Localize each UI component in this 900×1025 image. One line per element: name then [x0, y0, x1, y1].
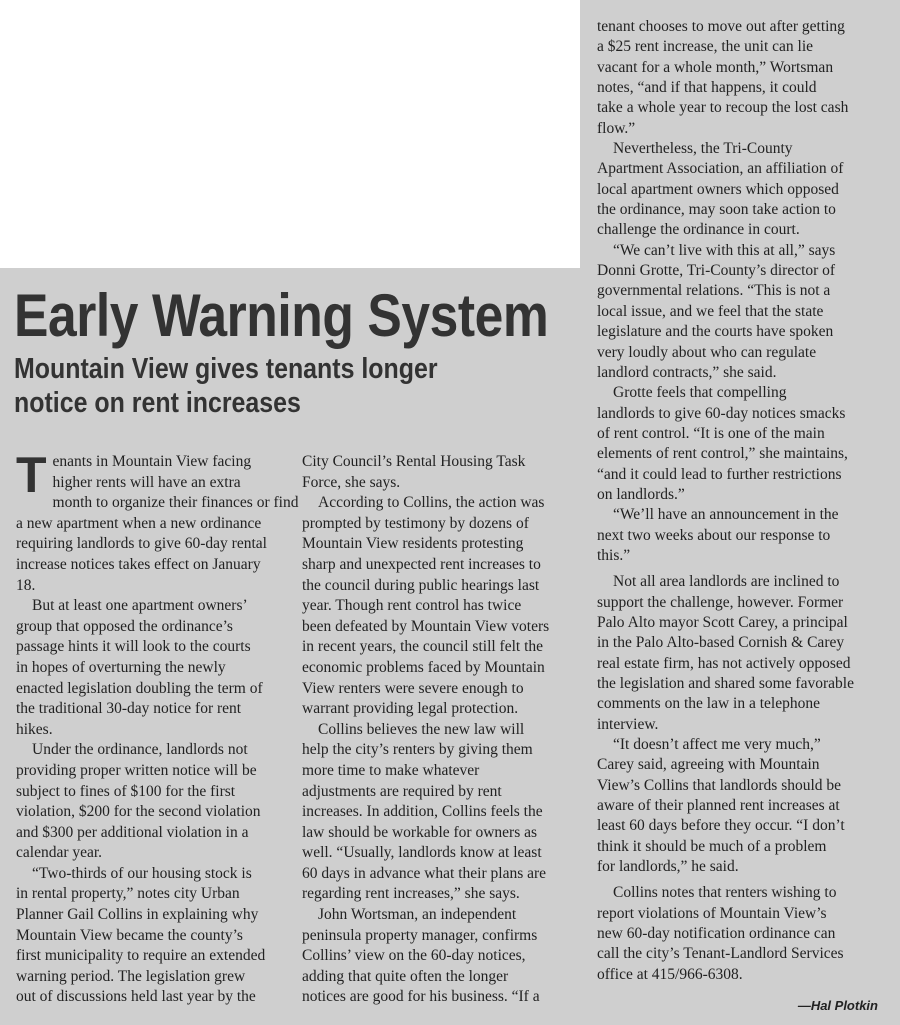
text-line: sharp and unexpected rent increases to	[302, 555, 541, 573]
text-line: View renters were severe enough to	[302, 679, 524, 697]
text-line: vacant for a whole month,” Wortsman	[597, 58, 834, 76]
text-line: for landlords,” he said.	[597, 858, 739, 876]
text-line: increases. In addition, Collins feels the	[302, 803, 543, 821]
text-line: regarding rent increases,” she says.	[302, 885, 520, 903]
text-line: support the challenge, however. Former	[597, 593, 844, 611]
byline: —Hal Plotkin	[797, 998, 878, 1013]
text-line: flow.”	[597, 119, 636, 137]
article-column-2	[302, 452, 567, 1008]
text-line: the council during public hearings last	[302, 576, 540, 594]
paragraph	[597, 139, 887, 241]
text-line: tenant chooses to move out after getting	[597, 18, 845, 35]
text-line: violation, $200 for the second violation	[16, 803, 261, 821]
text-line: elements of rent control,” she maintains,	[597, 445, 848, 463]
text-line: a $25 rent increase, the unit can lie	[597, 38, 814, 56]
text-line: peninsula property manager, confirms	[302, 926, 538, 944]
text-line: landlord contracts,” she said.	[597, 363, 777, 381]
text-line: City Council’s Rental Housing Task	[302, 453, 526, 470]
text-line: more time to make whatever	[302, 761, 480, 779]
text-line: in the Palo Alto-based Cornish & Carey	[597, 634, 845, 652]
text-line: been defeated by Mountain View voters	[302, 617, 550, 635]
text-line: enants in Mountain View facing	[52, 453, 252, 470]
text-line: Mountain View became the county’s	[16, 926, 243, 944]
text-line: call the city’s Tenant-Landlord Services	[597, 945, 844, 963]
text-line: challenge the ordinance in court.	[597, 221, 800, 239]
text-line: governmental relations. “This is not a	[597, 282, 831, 300]
text-line: Grotte feels that compelling	[613, 384, 787, 402]
text-line: on landlords.”	[597, 485, 685, 503]
paragraph	[597, 572, 887, 735]
text-line: Planner Gail Collins in explaining why	[16, 906, 259, 924]
text-line: Under the ordinance, landlords not	[32, 741, 248, 759]
text-line: first municipality to require an extended	[16, 947, 266, 965]
text-line: the legislation and shared some favorable	[597, 675, 854, 692]
text-line: in hopes of overturning the newly	[16, 658, 226, 676]
text-line: prompted by testimony by dozens of	[302, 514, 529, 532]
text-line: “Two-thirds of our housing stock is	[32, 864, 252, 882]
text-line: legislature and the courts have spoken	[597, 323, 834, 341]
text-line: local apartment owners which opposed	[597, 180, 839, 198]
text-line: Palo Alto mayor Scott Carey, a principal	[597, 613, 848, 631]
text-line: enacted legislation doubling the term of	[16, 679, 263, 697]
paragraph	[16, 864, 291, 1008]
text-line: office at 415/966-6308.	[597, 965, 743, 983]
text-line: adding that quite often the longer	[302, 967, 509, 985]
text-line: comments on the law in a telephone	[597, 695, 820, 713]
text-line: landlords to give 60-day notices smacks	[597, 404, 846, 422]
text-line: the ordinance, may soon take action to	[597, 201, 836, 219]
text-line: Carey said, agreeing with Mountain	[597, 756, 820, 774]
article-column-1	[16, 447, 299, 1008]
text-line: 18.	[16, 576, 36, 594]
article-column-3	[597, 17, 887, 985]
text-line: subject to fines of $100 for the first	[16, 782, 236, 800]
text-line: “It doesn’t affect me very much,”	[613, 736, 821, 754]
paragraph	[16, 447, 299, 596]
text-line: in rental property,” notes city Urban	[16, 885, 240, 903]
drop-cap: T	[16, 447, 47, 503]
text-line: Collins notes that renters wishing to	[613, 884, 837, 902]
text-line: economic problems faced by Mountain	[302, 658, 545, 676]
text-line: Not all area landlords are inclined to	[613, 573, 840, 591]
text-line: notices are good for his business. “If a	[302, 988, 540, 1006]
paragraph	[597, 383, 887, 505]
text-line: aware of their planned rent increases at	[597, 797, 840, 815]
text-line: out of discussions held last year by the	[16, 988, 256, 1006]
text-line: According to Collins, the action was	[318, 494, 545, 512]
subhead-line: Mountain View gives tenants longer	[14, 353, 438, 385]
text-line: law should be workable for owners as	[302, 823, 538, 841]
text-line: higher rents will have an extra	[52, 473, 241, 491]
text-line: Collins believes the new law will	[318, 720, 525, 738]
paragraph	[16, 740, 291, 864]
text-line: take a whole year to recoup the lost cash	[597, 99, 849, 117]
text-line: local issue, and we feel that the state	[597, 302, 824, 320]
text-line: a new apartment when a new ordinance	[16, 514, 262, 532]
text-line: Nevertheless, the Tri-County	[613, 140, 793, 158]
text-line: warning period. The legislation grew	[16, 967, 246, 985]
text-line: year. Though rent control has twice	[302, 597, 522, 615]
text-line: providing proper written notice will be	[16, 761, 257, 779]
text-line: “and it could lead to further restrictions	[597, 465, 842, 483]
text-line: passage hints it will look to the courts	[16, 638, 251, 656]
text-line: the traditional 30-day notice for rent	[16, 700, 242, 718]
text-line: group that opposed the ordinance’s	[16, 617, 233, 635]
paragraph	[597, 735, 887, 877]
subhead-line: notice on rent increases	[14, 387, 301, 419]
paragraph	[302, 720, 567, 905]
paragraph	[16, 596, 291, 740]
paragraph	[597, 883, 887, 985]
text-line: next two weeks about our response to	[597, 526, 831, 544]
text-line: least 60 days before they occur. “I don’t	[597, 817, 845, 835]
subheadline	[14, 352, 438, 420]
text-line: hikes.	[16, 720, 53, 738]
text-line: calendar year.	[16, 844, 103, 862]
text-line: “We can’t live with this at all,” says	[613, 241, 836, 259]
text-line: View’s Collins that landlords should be	[597, 776, 842, 794]
text-line: this.”	[597, 546, 631, 564]
text-line: 60 days in advance what their plans are	[302, 864, 547, 882]
text-line: “We’ll have an announcement in the	[613, 506, 839, 524]
text-line: warrant providing legal protection.	[302, 700, 519, 718]
text-line: think it should be much of a problem	[597, 837, 827, 855]
text-line: Collins’ view on the 60-day notices,	[302, 947, 526, 965]
text-line: new 60-day notification ordinance can	[597, 925, 836, 943]
text-line: requiring landlords to give 60-day rental	[16, 535, 267, 553]
text-line: increase notices takes effect on January	[16, 555, 261, 573]
text-line: month to organize their finances or find	[52, 494, 299, 512]
text-line: very loudly about who can regulate	[597, 343, 817, 361]
headline: Early Warning System	[14, 282, 549, 349]
text-line: and $300 per additional violation in a	[16, 823, 249, 841]
text-line: Force, she says.	[302, 473, 401, 491]
text-line: interview.	[597, 715, 659, 733]
text-line: in recent years, the council still felt the	[302, 638, 544, 656]
text-line: Donni Grotte, Tri-County’s director of	[597, 262, 836, 280]
text-line: Apartment Association, an affiliation of	[597, 160, 844, 178]
text-line: Mountain View residents protesting	[302, 535, 524, 553]
text-line: well. “Usually, landlords know at least	[302, 844, 542, 862]
paragraph	[597, 241, 887, 383]
paragraph	[302, 452, 567, 493]
text-line: John Wortsman, an independent	[318, 906, 517, 924]
paragraph	[597, 505, 887, 566]
text-line: notes, “and if that happens, it could	[597, 79, 817, 97]
paragraph	[302, 905, 567, 1008]
text-line: report violations of Mountain View’s	[597, 904, 827, 922]
text-line: real estate firm, has not actively opposed	[597, 654, 851, 672]
paragraph	[597, 17, 887, 139]
text-line: help the city’s renters by giving them	[302, 741, 533, 759]
blank-area	[0, 0, 580, 268]
text-line: But at least one apartment owners’	[32, 597, 248, 615]
text-line: of rent control. “It is one of the main	[597, 424, 825, 442]
paragraph	[302, 493, 567, 720]
text-line: adjustments are required by rent	[302, 782, 502, 800]
